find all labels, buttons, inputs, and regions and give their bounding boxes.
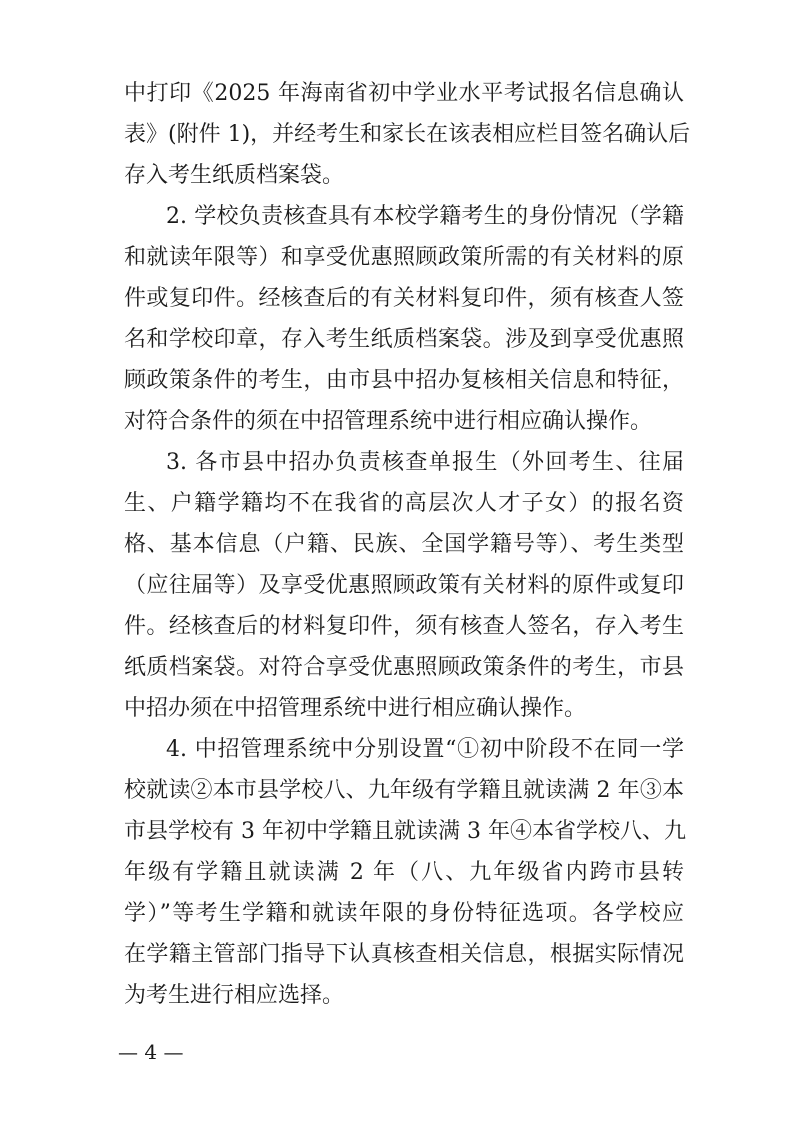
page-number: — 4 — [118,1040,184,1064]
paragraph-line: 学）”等考生学籍和就读年限的身份特征选项。各学校应 [124,901,684,926]
paragraph-line: 校就读②本市县学校八、九年级有学籍且就读满 2 年③本 [124,778,684,803]
paragraph-line: 格、基本信息（户籍、民族、全国学籍号等）、考生类型 [124,532,684,557]
paragraph-line: 为考生进行相应选择。 [124,983,345,1008]
paragraph-line: 名和学校印章，存入考生纸质档案袋。涉及到享受优惠照 [124,327,684,352]
paragraph-line: 2. 学校负责核查具有本校学籍考生的身份情况（学籍 [166,204,684,229]
paragraph-line: 年级有学籍且就读满 2 年（八、九年级省内跨市县转 [124,860,684,885]
paragraph-line: 件。经核查后的材料复印件，须有核查人签名，存入考生 [124,614,684,639]
paragraph-line: 纸质档案袋。对符合享受优惠照顾政策条件的考生，市县 [124,655,684,680]
paragraph-line: 表》(附件 1)，并经考生和家长在该表相应栏目签名确认后 [124,122,691,147]
paragraph-line: 市县学校有 3 年初中学籍且就读满 3 年④本省学校八、九 [124,819,686,844]
paragraph-line: （应往届等）及享受优惠照顾政策有关材料的原件或复印 [124,573,684,598]
paragraph-line: 3. 各市县中招办负责核查单报生（外回考生、往届 [166,450,684,475]
paragraph-line: 在学籍主管部门指导下认真核查相关信息，根据实际情况 [124,942,684,967]
paragraph-line: 对符合条件的须在中招管理系统中进行相应确认操作。 [124,409,653,434]
paragraph-line: 顾政策条件的考生，由市县中招办复核相关信息和特征， [124,368,684,393]
paragraph-line: 中打印《2025 年海南省初中学业水平考试报名信息确认 [124,81,684,106]
paragraph-line: 生、户籍学籍均不在我省的高层次人才子女）的报名资 [124,491,684,516]
paragraph-line: 和就读年限等）和享受优惠照顾政策所需的有关材料的原 [124,245,684,270]
paragraph-line: 件或复印件。经核查后的有关材料复印件，须有核查人签 [124,286,684,311]
paragraph-line: 存入考生纸质档案袋。 [124,163,345,188]
paragraph-line: 4. 中招管理系统中分别设置“①初中阶段不在同一学 [166,737,684,762]
paragraph-line: 中招办须在中招管理系统中进行相应确认操作。 [124,696,587,721]
